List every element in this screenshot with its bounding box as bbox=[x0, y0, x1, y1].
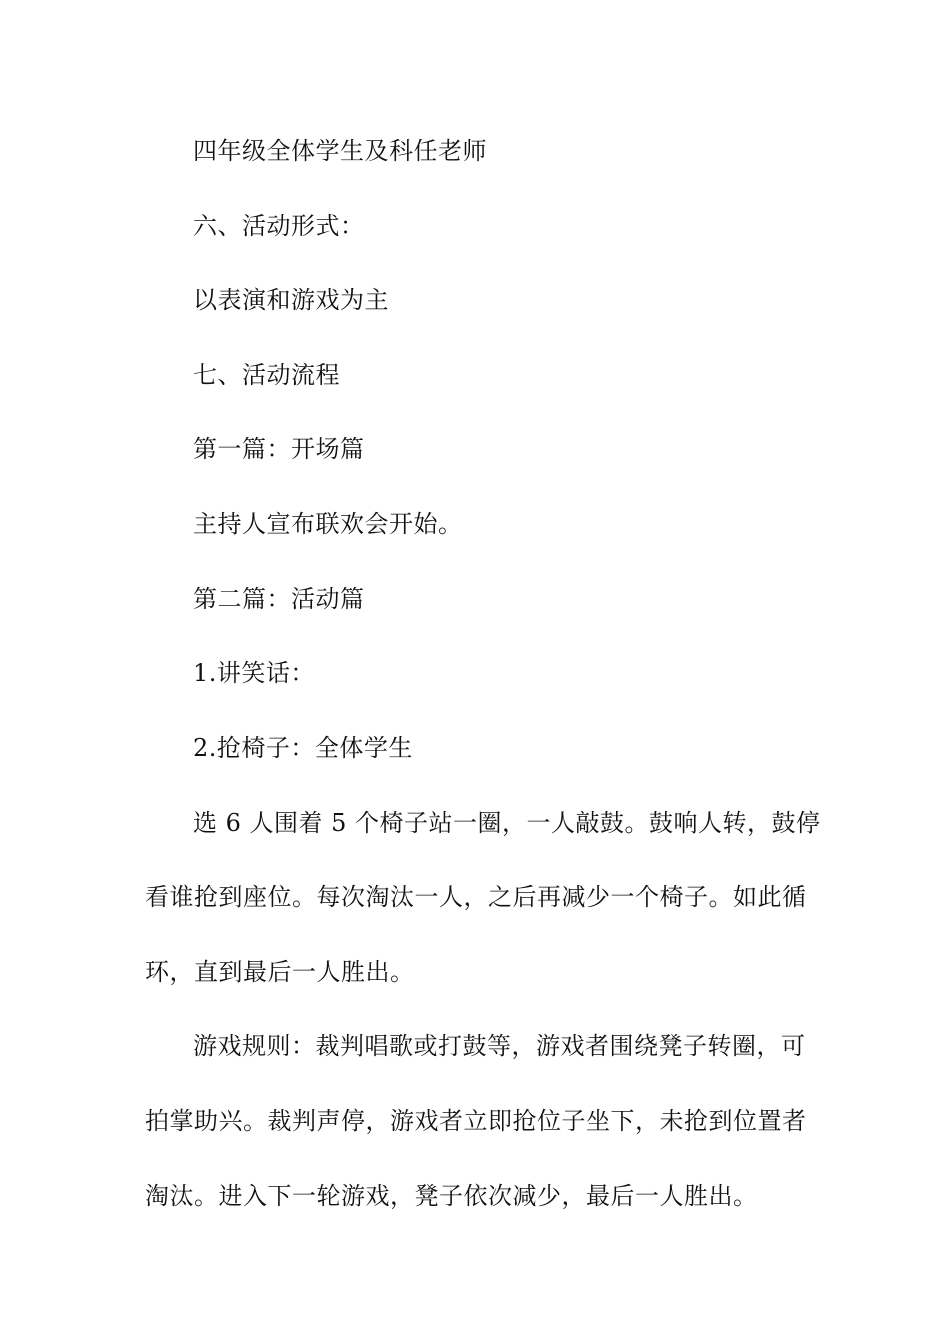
game-rules-line-2: 拍掌助兴。裁判声停，游戏者立即抢位子坐下，未抢到位置者 bbox=[145, 1107, 807, 1135]
section-heading-activity-format: 六、活动形式： bbox=[193, 212, 365, 240]
game-rules-line-1: 游戏规则：裁判唱歌或打鼓等，游戏者围绕凳子转圈，可 bbox=[193, 1032, 806, 1060]
item-one-jokes: 1.讲笑话： bbox=[193, 659, 315, 687]
game-description-line-1: 选 6 人围着 5 个椅子站一圈，一人敲鼓。鼓响人转，鼓停 bbox=[193, 809, 821, 837]
part-two-heading: 第二篇：活动篇 bbox=[193, 585, 365, 613]
game-description-line-3: 环，直到最后一人胜出。 bbox=[145, 958, 415, 986]
part-one-heading: 第一篇：开场篇 bbox=[193, 435, 365, 463]
part-one-text: 主持人宣布联欢会开始。 bbox=[193, 510, 463, 538]
item-two-musical-chairs: 2.抢椅子：全体学生 bbox=[193, 734, 413, 762]
participants-text: 四年级全体学生及科任老师 bbox=[193, 137, 487, 165]
activity-format-text: 以表演和游戏为主 bbox=[193, 286, 389, 314]
section-heading-activity-flow: 七、活动流程 bbox=[193, 361, 340, 389]
game-description-line-2: 看谁抢到座位。每次淘汰一人，之后再减少一个椅子。如此循 bbox=[145, 883, 807, 911]
game-rules-line-3: 淘汰。进入下一轮游戏，凳子依次减少，最后一人胜出。 bbox=[145, 1182, 758, 1210]
